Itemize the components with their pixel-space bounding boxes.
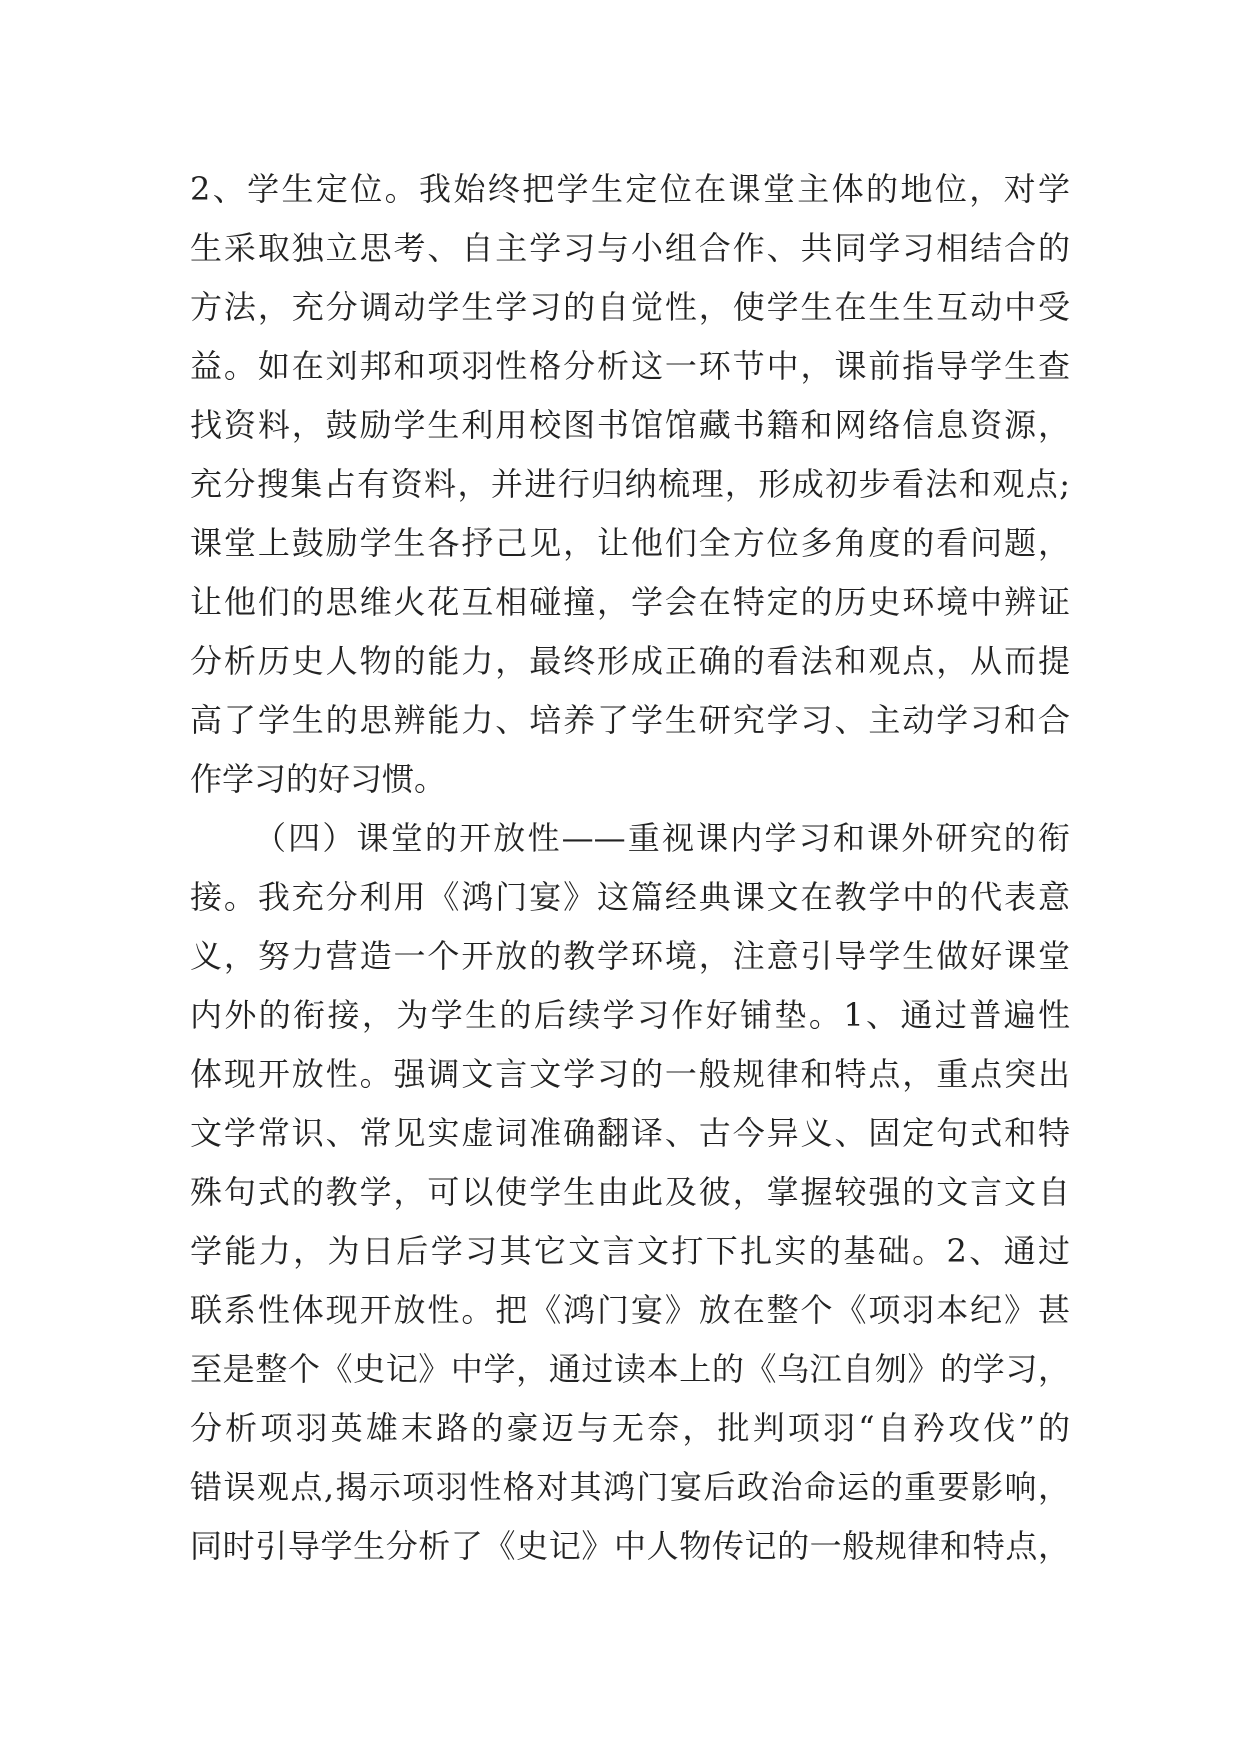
text-line: 同时引导学生分析了《史记》中人物传记的一般规律和特点，	[190, 1527, 1070, 1565]
text-line: 课堂上鼓励学生各抒己见，让他们全方位多角度的看问题，	[190, 524, 1070, 562]
text-line: 分析项羽英雄末路的豪迈与无奈，批判项羽“自矜攻伐”的	[190, 1409, 1070, 1447]
text-line: 联系性体现开放性。把《鸿门宴》放在整个《项羽本纪》甚	[190, 1291, 1070, 1329]
text-line: 高了学生的思辨能力、培养了学生研究学习、主动学习和合	[190, 701, 1070, 739]
text-line: 生采取独立思考、自主学习与小组合作、共同学习相结合的	[190, 229, 1070, 267]
text-line: 义，努力营造一个开放的教学环境，注意引导学生做好课堂	[190, 937, 1070, 975]
text-line: 内外的衔接，为学生的后续学习作好铺垫。1、通过普遍性	[190, 996, 1070, 1034]
text-line: 文学常识、常见实虚词准确翻译、古今异义、固定句式和特	[190, 1114, 1070, 1152]
text-line: 充分搜集占有资料，并进行归纳梳理，形成初步看法和观点;	[190, 465, 1070, 503]
text-line: 接。我充分利用《鸿门宴》这篇经典课文在教学中的代表意	[190, 878, 1070, 916]
text-line: 学能力，为日后学习其它文言文打下扎实的基础。2、通过	[190, 1232, 1070, 1270]
text-line: 方法，充分调动学生学习的自觉性，使学生在生生互动中受	[190, 288, 1070, 326]
text-line: 体现开放性。强调文言文学习的一般规律和特点，重点突出	[190, 1055, 1070, 1093]
text-line: 让他们的思维火花互相碰撞，学会在特定的历史环境中辨证	[190, 583, 1070, 621]
text-line: 分析历史人物的能力，最终形成正确的看法和观点，从而提	[190, 642, 1070, 680]
body-text	[190, 160, 1070, 1576]
text-line: 2、学生定位。我始终把学生定位在课堂主体的地位，对学	[190, 170, 1070, 208]
text-line: 益。如在刘邦和项羽性格分析这一环节中，课前指导学生查	[190, 347, 1070, 385]
text-line: 找资料，鼓励学生利用校图书馆馆藏书籍和网络信息资源，	[190, 406, 1070, 444]
text-line: 殊句式的教学，可以使学生由此及彼，掌握较强的文言文自	[190, 1173, 1070, 1211]
text-line: 至是整个《史记》中学，通过读本上的《乌江自刎》的学习，	[190, 1350, 1070, 1388]
section-heading-line: （四）课堂的开放性——重视课内学习和课外研究的衔	[254, 819, 1070, 857]
text-line: 错误观点,揭示项羽性格对其鸿门宴后政治命运的重要影响，	[190, 1468, 1070, 1506]
text-line: 作学习的好习惯。	[190, 760, 447, 798]
